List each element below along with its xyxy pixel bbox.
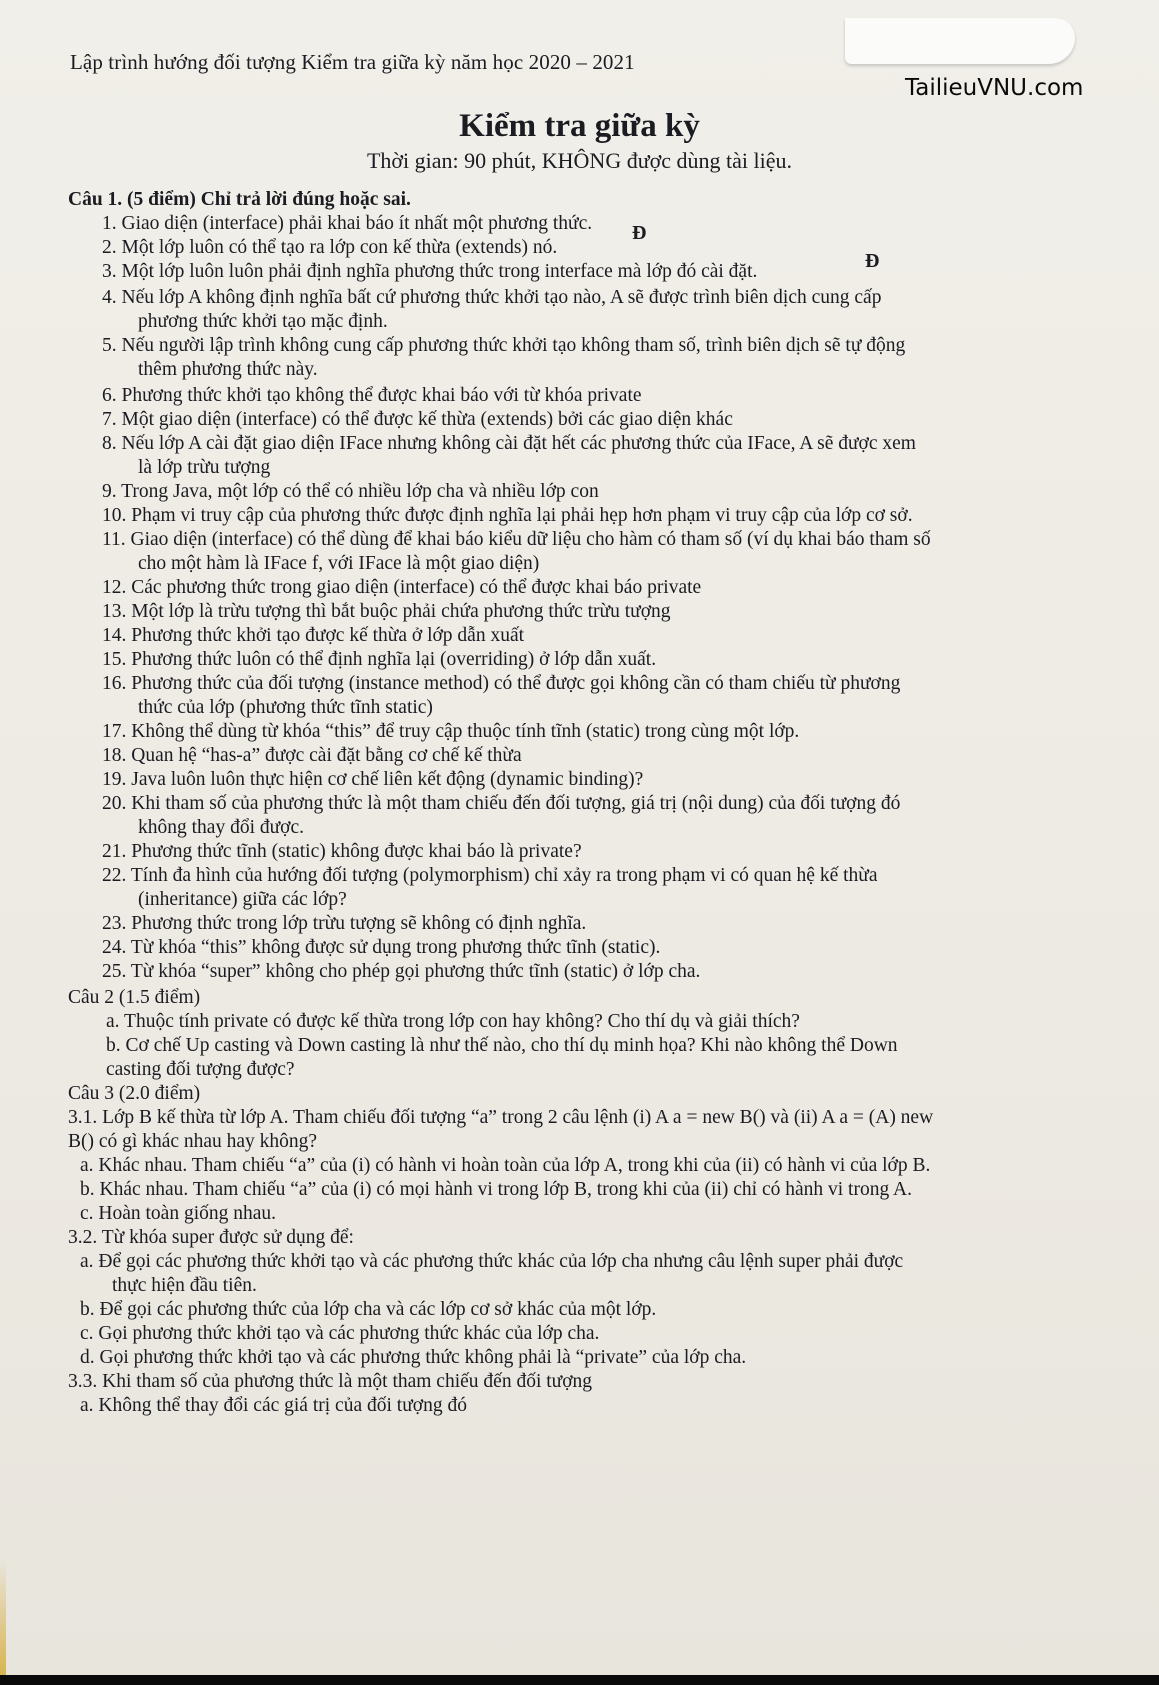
q3-3-text: 3.3. Khi tham số của phương thức là một tham chiếu đến đối tượng [68, 1371, 593, 1392]
question-2-heading: Câu 2 (1.5 điểm) [68, 987, 201, 1008]
q1-item: 18. Quan hệ “has-a” được cài đặt bằng cơ chế kế thừa [102, 745, 522, 766]
question-1-heading: Câu 1. (5 điểm) Chỉ trả lời đúng hoặc sai. [68, 189, 411, 210]
course-header: Lập trình hướng đối tượng Kiểm tra giữa kỳ năm học 2020 – 2021 [70, 50, 635, 74]
watermark-logo: TailieuVNU.com [905, 75, 1084, 101]
q1-item-cont: không thay đổi được. [138, 817, 305, 838]
q1-item: 11. Giao diện (interface) có thể dùng để khai báo kiểu dữ liệu cho hàm có tham số (ví dụ khai báo tham số [102, 529, 931, 550]
q1-item: 7. Một giao diện (interface) có thể được kế thừa (extends) bởi các giao diện khác [102, 409, 733, 430]
q1-item: 2. Một lớp luôn có thể tạo ra lớp con kế thừa (extends) nó. [102, 237, 558, 258]
exam-content [0, 189, 1159, 1520]
q1-item: 8. Nếu lớp A cài đặt giao diện IFace nhưng không cài đặt hết các phương thức của IFace, A sẽ được xem [102, 433, 916, 454]
q1-item: 9. Trong Java, một lớp có thể có nhiều lớp cha và nhiều lớp con [102, 481, 599, 502]
torn-corner [845, 18, 1075, 64]
q1-item: 23. Phương thức trong lớp trừu tượng sẽ không có định nghĩa. [102, 913, 587, 934]
page-edge [0, 1560, 6, 1675]
margin-mark: Đ [865, 250, 880, 272]
q1-item: 10. Phạm vi truy cập của phương thức được định nghĩa lại phải hẹp hơn phạm vi truy cập của lớp cơ sở. [102, 505, 913, 526]
q2-item: a. Thuộc tính private có được kế thừa trong lớp con hay không? Cho thí dụ và giải thích? [106, 1011, 800, 1032]
q1-item: 15. Phương thức luôn có thể định nghĩa lại (overriding) ở lớp dẫn xuất. [102, 649, 657, 670]
q1-item-cont: thức của lớp (phương thức tĩnh static) [138, 697, 433, 718]
q1-item: 22. Tính đa hình của hướng đối tượng (polymorphism) chỉ xảy ra trong phạm vi có quan hệ kế thừa [102, 865, 878, 886]
question-3-heading: Câu 3 (2.0 điểm) [68, 1083, 201, 1104]
q1-item: 12. Các phương thức trong giao diện (interface) có thể được khai báo private [102, 577, 702, 598]
q1-item: 21. Phương thức tĩnh (static) không được khai báo là private? [102, 841, 582, 862]
q1-item: 4. Nếu lớp A không định nghĩa bất cứ phương thức khởi tạo nào, A sẽ được trình biên dịch cung cấp [102, 287, 882, 308]
q1-item-cont: cho một hàm là IFace f, với IFace là một giao diện) [138, 553, 540, 574]
q1-item: 13. Một lớp là trừu tượng thì bắt buộc phải chứa phương thức trừu tượng [102, 601, 671, 622]
q1-item: 17. Không thể dùng từ khóa “this” để truy cập thuộc tính tĩnh (static) trong cùng một lớp. [102, 721, 800, 742]
q3-2-option: c. Gọi phương thức khởi tạo và các phương thức khác của lớp cha. [80, 1323, 600, 1344]
q3-2-option: a. Để gọi các phương thức khởi tạo và các phương thức khác của lớp cha nhưng câu lệnh super phải được [80, 1251, 904, 1272]
q1-item: 20. Khi tham số của phương thức là một tham chiếu đến đối tượng, giá trị (nội dung) của đối tượng đó [102, 793, 901, 814]
q1-item: 24. Từ khóa “this” không được sử dụng trong phương thức tĩnh (static). [102, 937, 661, 958]
q3-2-option: d. Gọi phương thức khởi tạo và các phương thức không phải là “private” của lớp cha. [80, 1347, 747, 1368]
q1-item: 16. Phương thức của đối tượng (instance method) có thể được gọi không cần có tham chiếu từ phương [102, 673, 901, 694]
margin-mark: Đ [632, 222, 647, 244]
q3-1-text-cont: B() có gì khác nhau hay không? [68, 1131, 318, 1152]
q2-item-cont: casting đối tượng được? [106, 1059, 295, 1080]
q3-2-option-cont: thực hiện đầu tiên. [112, 1275, 257, 1296]
q1-item-cont: (inheritance) giữa các lớp? [138, 889, 347, 910]
q1-item-cont: là lớp trừu tượng [138, 457, 271, 478]
q1-item: 3. Một lớp luôn luôn phải định nghĩa phương thức trong interface mà lớp đó cài đặt. [102, 261, 758, 282]
q3-1-option: a. Khác nhau. Tham chiếu “a” của (i) có hành vi hoàn toàn của lớp A, trong khi của (ii) có hành vi của lớp B. [80, 1155, 931, 1176]
q1-item: 25. Từ khóa “super” không cho phép gọi phương thức tĩnh (static) ở lớp cha. [102, 961, 701, 982]
q3-2-text: 3.2. Từ khóa super được sử dụng để: [68, 1227, 354, 1248]
q1-item: 19. Java luôn luôn thực hiện cơ chế liên kết động (dynamic binding)? [102, 769, 644, 790]
q2-item: b. Cơ chế Up casting và Down casting là như thế nào, cho thí dụ minh họa? Khi nào không thể Down [106, 1035, 898, 1056]
q3-2-option: b. Để gọi các phương thức của lớp cha và các lớp cơ sở khác của một lớp. [80, 1299, 657, 1320]
scan-border [0, 1675, 1159, 1685]
q3-1-option: c. Hoàn toàn giống nhau. [80, 1203, 277, 1224]
q3-1-option: b. Khác nhau. Tham chiếu “a” của (i) có mọi hành vi trong lớp B, trong khi của (ii) chỉ có hành vi trong A. [80, 1179, 912, 1200]
q1-item: 1. Giao diện (interface) phải khai báo ít nhất một phương thức. [102, 213, 593, 234]
q1-item-cont: phương thức khởi tạo mặc định. [138, 311, 388, 332]
exam-title: Kiểm tra giữa kỳ [459, 108, 700, 144]
q1-item-cont: thêm phương thức này. [138, 359, 318, 380]
exam-subtitle: Thời gian: 90 phút, KHÔNG được dùng tài liệu. [366, 148, 793, 173]
q3-1-text: 3.1. Lớp B kế thừa từ lớp A. Tham chiếu đối tượng “a” trong 2 câu lệnh (i) A a = new B() và (ii) A a = (A) new [68, 1107, 934, 1128]
q1-item: 5. Nếu người lập trình không cung cấp phương thức khởi tạo không tham số, trình biên dịch sẽ tự động [102, 335, 906, 356]
q1-item: 6. Phương thức khởi tạo không thể được khai báo với từ khóa private [102, 385, 642, 406]
q1-item: 14. Phương thức khởi tạo được kế thừa ở lớp dẫn xuất [102, 625, 525, 646]
q3-3-option: a. Không thể thay đổi các giá trị của đối tượng đó [80, 1395, 467, 1416]
